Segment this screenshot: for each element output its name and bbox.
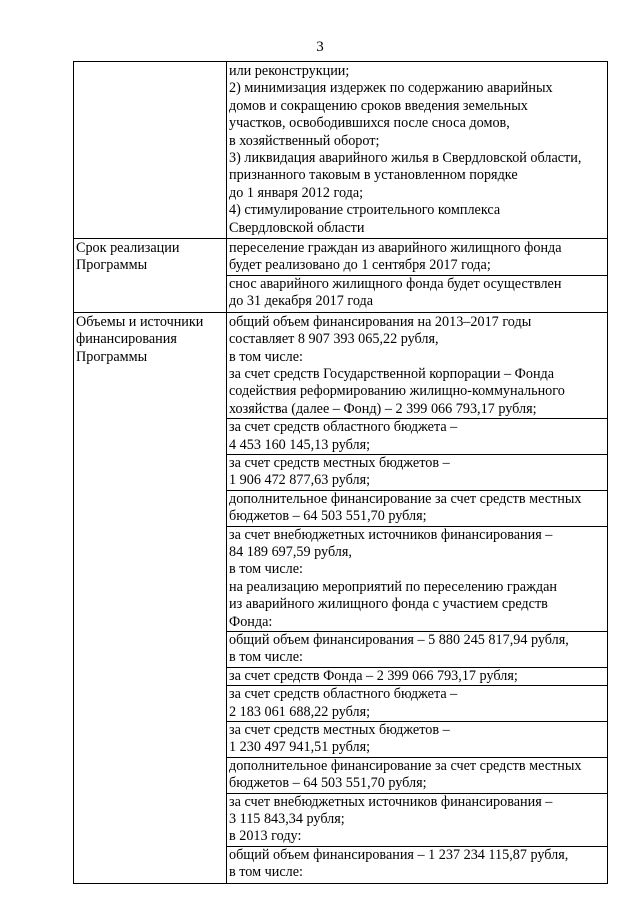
- content-line: в 2013 году:: [229, 828, 302, 845]
- table-row: [74, 239, 608, 313]
- content-line: бюджетов – 64 503 551,70 рубля;: [229, 775, 427, 792]
- content-line: хозяйства (далее – Фонд) – 2 399 066 793,17 рубля;: [229, 400, 537, 417]
- content-line: до 1 января 2012 года;: [229, 184, 364, 201]
- page-number: 3: [316, 39, 324, 55]
- label-line: Объемы и источники: [76, 313, 204, 330]
- content-line: снос аварийного жилищного фонда будет осуществлен: [229, 275, 562, 292]
- content-line: в том числе:: [229, 649, 303, 666]
- content-line: в том числе:: [229, 561, 303, 578]
- content-line: 4 453 160 145,13 рубля;: [229, 436, 371, 453]
- row-content-cell: [227, 239, 608, 313]
- content-line: 3) ликвидация аварийного жилья в Свердловской области,: [229, 150, 582, 167]
- content-line: в том числе:: [229, 864, 303, 881]
- label-line: финансирования: [76, 331, 177, 348]
- content-line: за счет внебюджетных источников финансирования –: [229, 526, 553, 543]
- content-line: за счет средств местных бюджетов –: [229, 722, 450, 739]
- content-line: общий объем финансирования – 5 880 245 817,94 рубля,: [229, 632, 569, 648]
- content-line: или реконструкции;: [229, 63, 350, 79]
- content-line: 1 230 497 941,51 рубля;: [229, 739, 371, 756]
- row-label-cell: [74, 312, 227, 883]
- content-line: до 31 декабря 2017 года: [229, 293, 374, 310]
- content-line: дополнительное финансирование за счет средств местных: [229, 757, 582, 774]
- content-line: за счет внебюджетных источников финансирования –: [229, 793, 553, 810]
- content-line: за счет средств областного бюджета –: [229, 419, 458, 436]
- content-line: 2) минимизация издержек по содержанию аварийных: [229, 80, 553, 97]
- content-line: в том числе:: [229, 348, 303, 365]
- content-line: 2 183 061 688,22 рубля;: [229, 703, 371, 720]
- content-line: признанного таковым в установленном порядке: [229, 167, 518, 184]
- content-line: 3 115 843,34 рубля;: [229, 811, 345, 828]
- table-body: [74, 62, 608, 884]
- content-line: Фонда:: [229, 613, 273, 630]
- label-line: Программы: [76, 348, 148, 365]
- table-row: [74, 62, 608, 239]
- program-passport-table: [73, 61, 608, 884]
- table-row: [74, 312, 608, 883]
- content-line: домов и сокращению сроков введения земельных: [229, 97, 528, 114]
- content-line: переселение граждан из аварийного жилищного фонда: [229, 240, 562, 257]
- row-content-cell: [227, 62, 608, 239]
- content-line: Свердловской области: [229, 219, 365, 236]
- content-line: за счет средств Государственной корпорации – Фонда: [229, 365, 555, 382]
- row-content-cell: [227, 312, 608, 883]
- content-line: составляет 8 907 393 065,22 рубля,: [229, 331, 439, 348]
- content-line: будет реализовано до 1 сентября 2017 года;: [229, 257, 491, 274]
- content-line: из аварийного жилищного фонда с участием средств: [229, 596, 548, 613]
- content-line: в хозяйственный оборот;: [229, 132, 380, 149]
- content-line: общий объем финансирования на 2013–2017 годы: [229, 313, 532, 330]
- content-line: содействия реформированию жилищно-коммунального: [229, 383, 565, 400]
- content-line: за счет средств местных бюджетов –: [229, 454, 450, 471]
- label-line: Срок реализации: [76, 240, 180, 257]
- content-line: общий объем финансирования – 1 237 234 115,87 рубля,: [229, 846, 569, 863]
- content-line: дополнительное финансирование за счет средств местных: [229, 490, 582, 507]
- label-line: Программы: [76, 257, 148, 274]
- content-line: за счет средств Фонда – 2 399 066 793,17 рубля;: [229, 667, 518, 684]
- content-line: 4) стимулирование строительного комплекса: [229, 202, 501, 219]
- row-label-cell: [74, 62, 227, 239]
- content-line: 1 906 472 877,63 рубля;: [229, 472, 371, 489]
- content-line: за счет средств областного бюджета –: [229, 686, 458, 703]
- content-line: 84 189 697,59 рубля,: [229, 543, 352, 560]
- content-line: бюджетов – 64 503 551,70 рубля;: [229, 508, 427, 525]
- content-line: участков, освободившихся после сноса домов,: [229, 115, 510, 132]
- row-label-cell: [74, 239, 227, 313]
- content-line: на реализацию мероприятий по переселению граждан: [229, 578, 557, 595]
